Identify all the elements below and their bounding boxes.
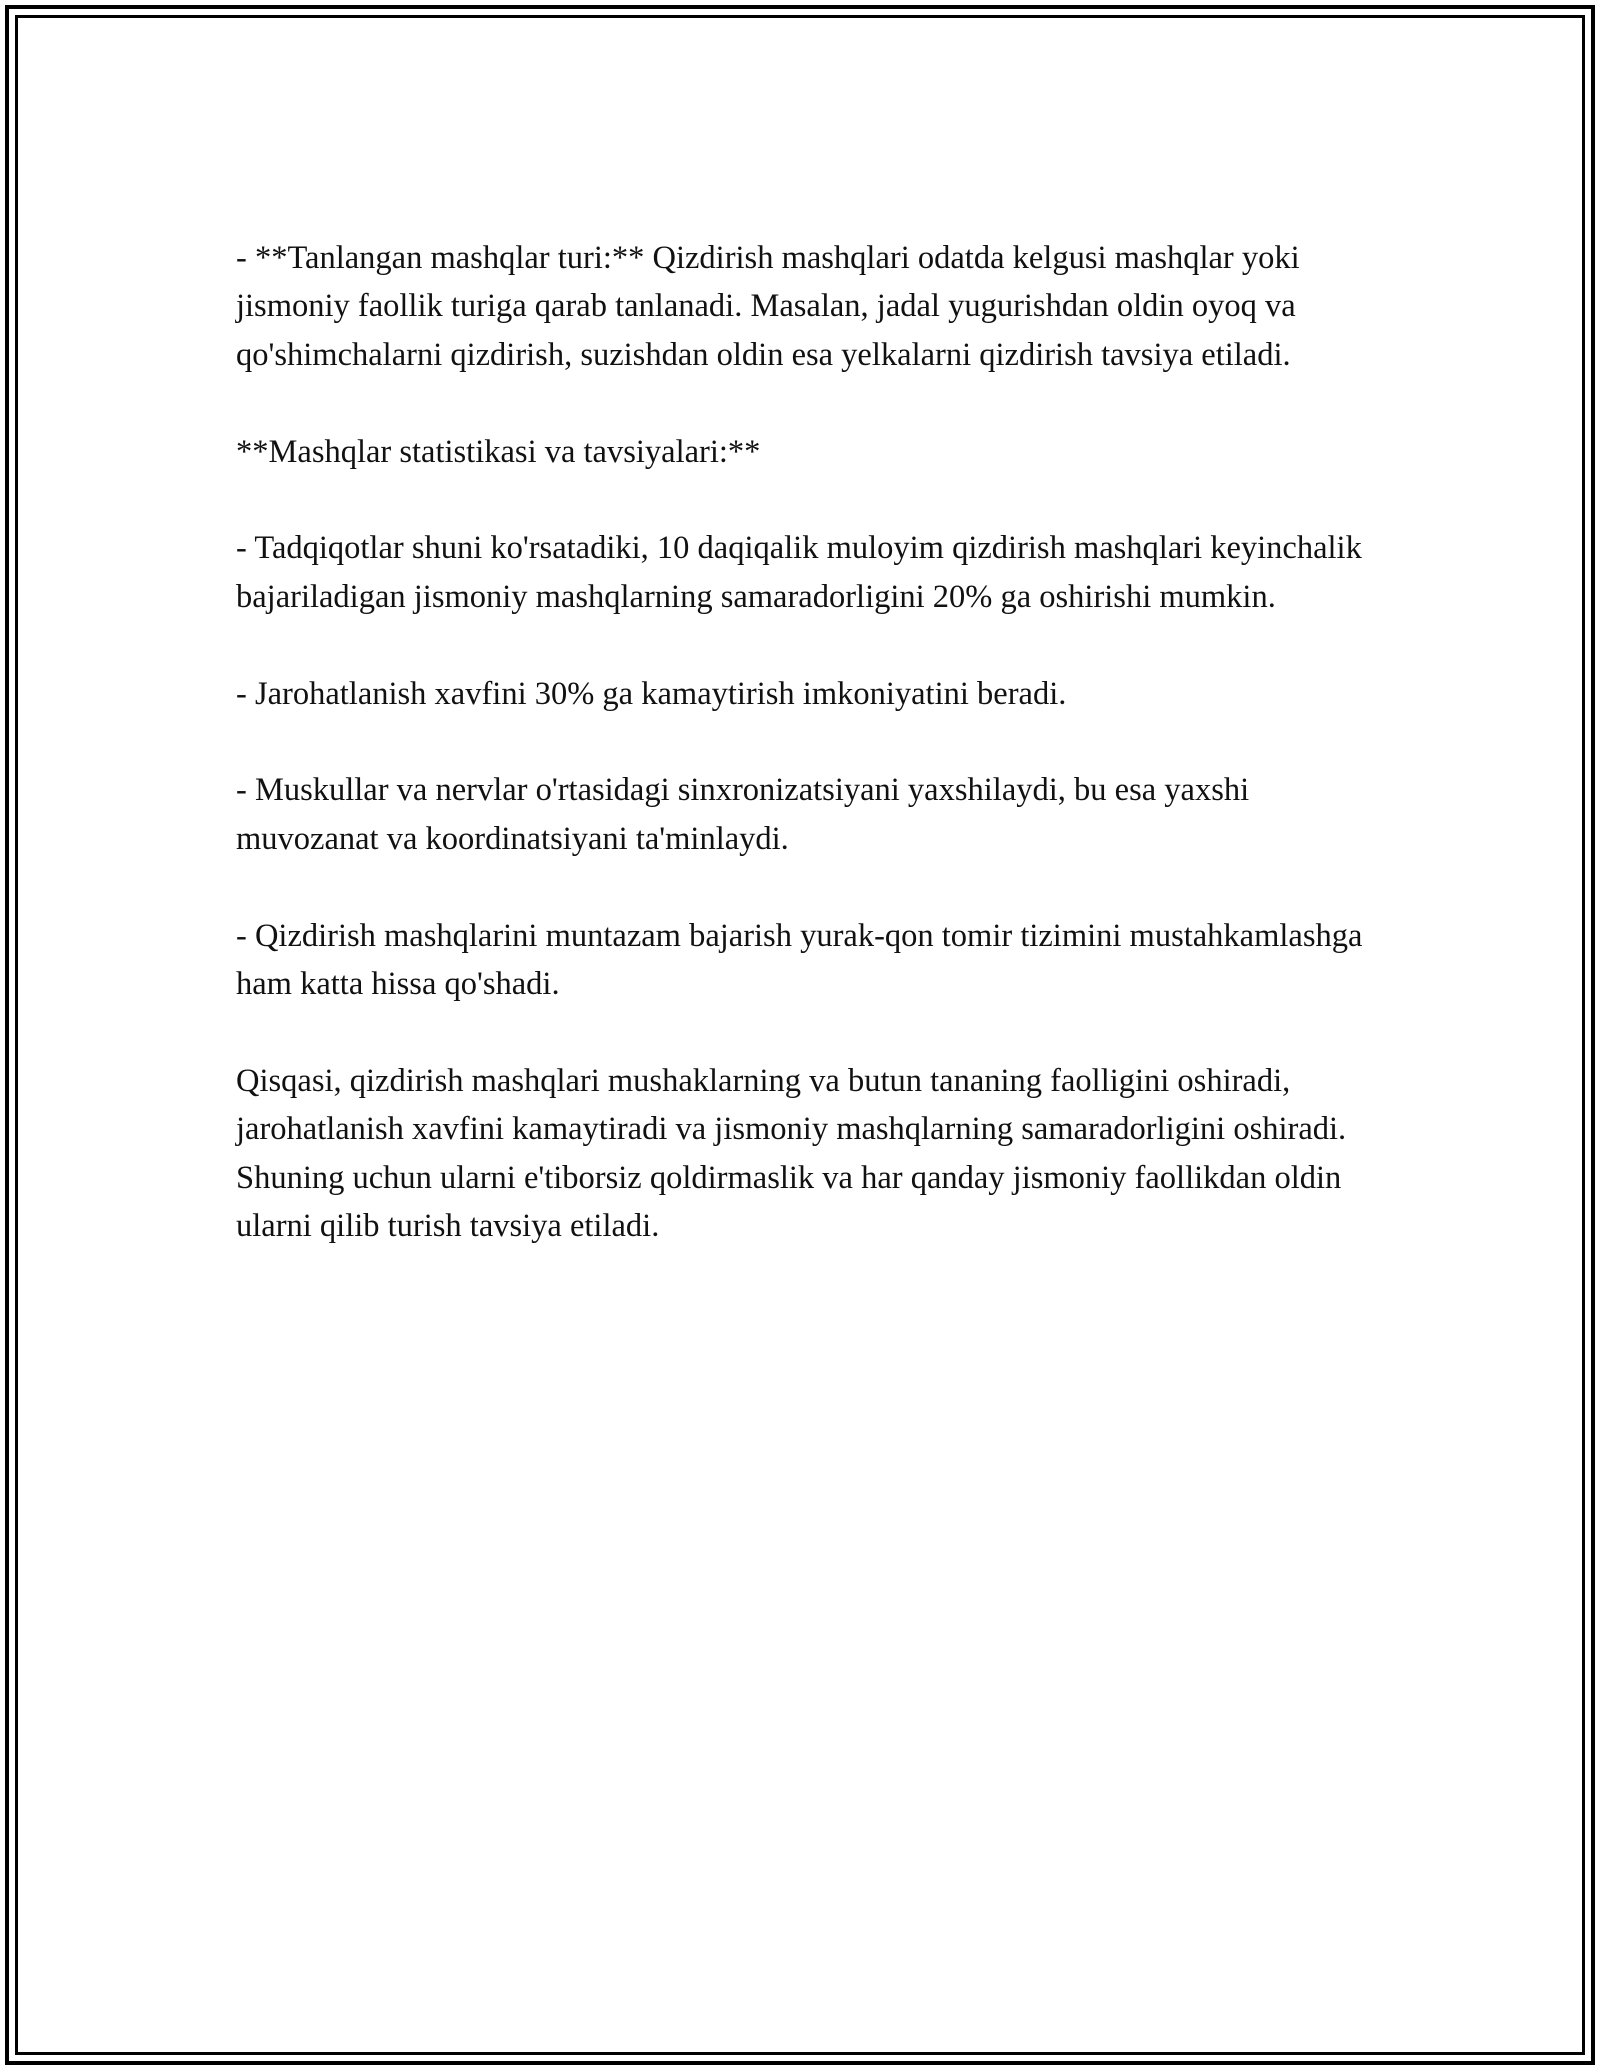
document-body [236,234,1376,1299]
paragraph-effectiveness: - Tadqiqotlar shuni ko'rsatadiki, 10 daqiqalik muloyim qizdirish mashqlari keyinchalik bajariladigan jismoniy mashqlarning samaradorligini 20% ga oshirishi mumkin. [236,530,1362,615]
paragraph-injury-risk: - Jarohatlanish xavfini 30% ga kamaytirish imkoniyatini beradi. [236,675,1067,712]
paragraph-summary: Qisqasi, qizdirish mashqlari mushaklarning va butun tananing faolligini oshiradi, jarohatlanish xavfini kamaytiradi va jismoniy mashqlarning samaradorligini oshiradi. Shuning uchun ularni e'tiborsiz qoldirmaslik va har qanday jismoniy faollikdan oldin ularni qilib turish tavsiya etiladi. [236,1062,1347,1245]
paragraph-statistics-heading: **Mashqlar statistikasi va tavsiyalari:** [236,433,761,470]
paragraph-exercise-type: - **Tanlangan mashqlar turi:** Qizdirish mashqlari odatda kelgusi mashqlar yoki jismoniy faollik turiga qarab tanlanadi. Masalan, jadal yugurishdan oldin oyoq va qo'shimchalarni qizdirish, suzishdan oldin esa yelkalarni qizdirish tavsiya etiladi. [236,240,1300,373]
paragraph-coordination: - Muskullar va nervlar o'rtasidagi sinxronizatsiyani yaxshilaydi, bu esa yaxshi muvozanat va koordinatsiyani ta'minlaydi. [236,772,1250,857]
paragraph-cardiovascular: - Qizdirish mashqlarini muntazam bajarish yurak-qon tomir tizimini mustahkamlashga ham katta hissa qo'shadi. [236,917,1363,1003]
